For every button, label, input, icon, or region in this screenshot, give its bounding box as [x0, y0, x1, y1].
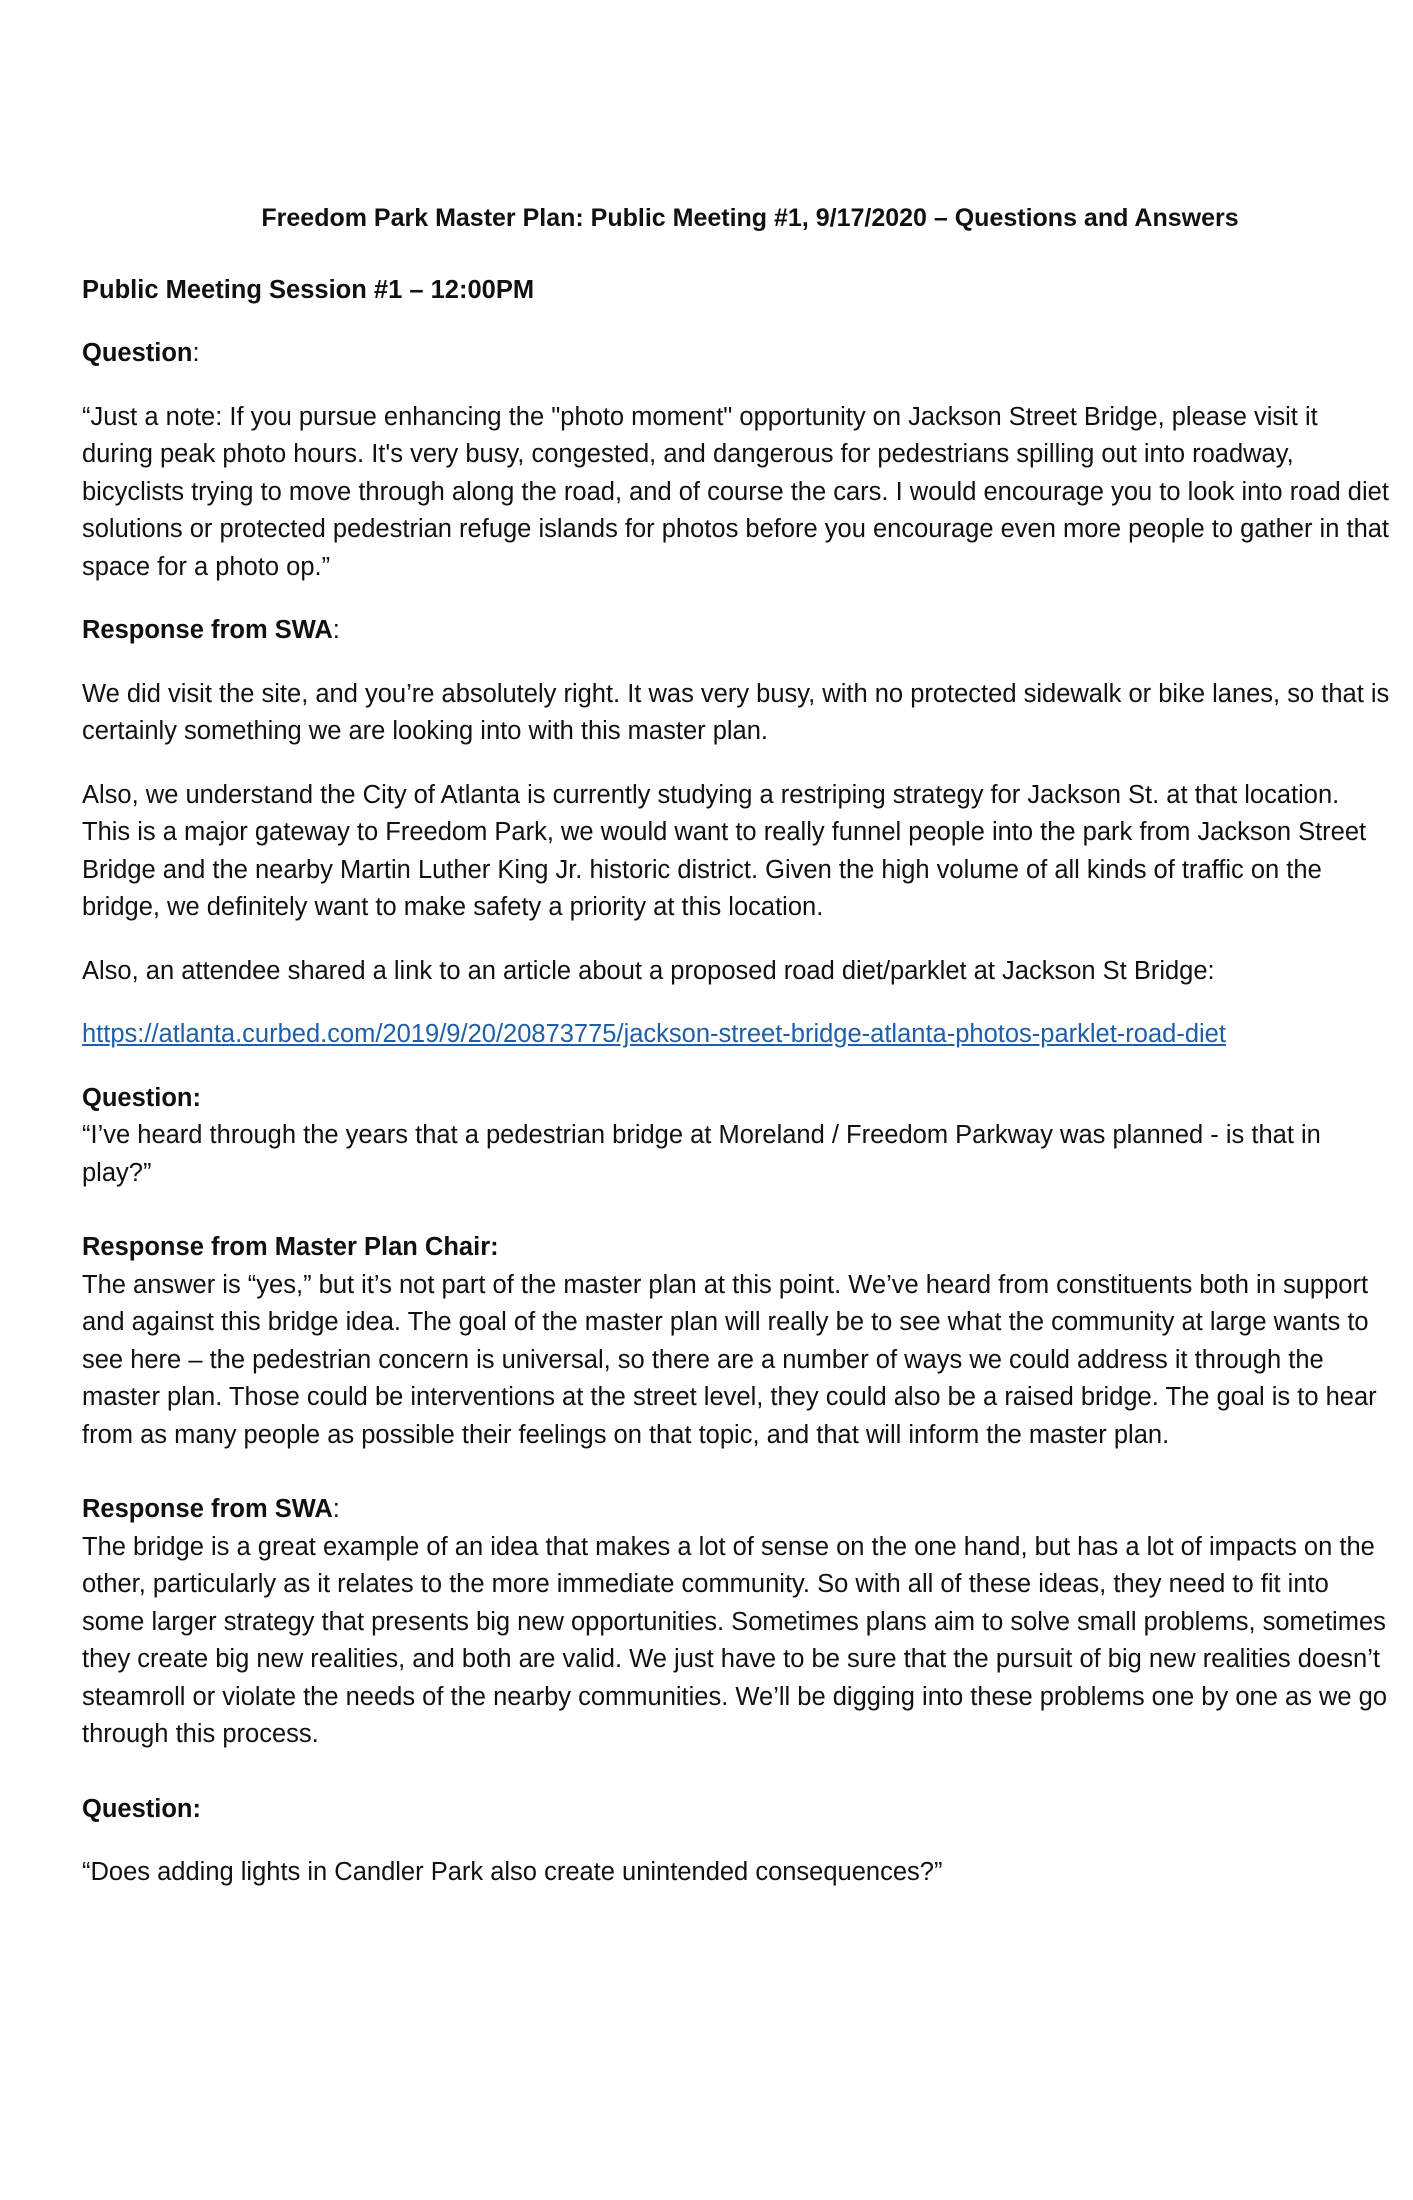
question-2-block	[82, 1080, 1394, 1193]
response-1-colon: :	[332, 616, 340, 644]
article-link-paragraph	[82, 1016, 1394, 1054]
response-2-block	[82, 1229, 1394, 1454]
response-1-paragraph-1: We did visit the site, and you’re absolutely right. It was very busy, with no protected sidewalk or bike lanes, so that is certainly something we are looking into with this master plan.	[82, 679, 1390, 745]
question-2-label: Question:	[82, 1083, 201, 1112]
article-link[interactable]: https://atlanta.curbed.com/2019/9/20/20873775/jackson-street-bridge-atlanta-photos-parklet-road-diet	[82, 1020, 1226, 1048]
document-page	[82, 200, 1394, 1892]
question-3-label: Question:	[82, 1794, 201, 1823]
question-1-heading	[82, 335, 1394, 373]
response-3-colon: :	[332, 1495, 340, 1523]
response-1-paragraph-3: Also, an attendee shared a link to an article about a proposed road diet/parklet at Jackson St Bridge:	[82, 956, 1215, 985]
question-1-label: Question	[82, 339, 193, 367]
response-1-heading	[82, 612, 1394, 650]
response-1-paragraph-2: Also, we understand the City of Atlanta is currently studying a restriping strategy for Jackson St. at that location. This is a major gateway to Freedom Park, we would want to really funnel people into the park from Jackson Street Bridge and the nearby Martin Luther King Jr. historic district. Given the high volume of all kinds of traffic on the bridge, we definitely want to make safety a priority at this location.	[82, 780, 1367, 921]
response-2-text: The answer is “yes,” but it’s not part of the master plan at this point. We’ve heard from constituents both in support and against this bridge idea. The goal of the master plan will really be to see what the community at large wants to see here – the pedestrian concern is universal, so there are a number of ways we could address it through the master plan. Those could be interventions at the street level, they could also be a raised bridge. The goal is to hear from as many people as possible their feelings on that topic, and that will inform the master plan.	[82, 1270, 1377, 1449]
response-3-block	[82, 1491, 1394, 1754]
response-3-label: Response from SWA	[82, 1495, 333, 1523]
session-heading: Public Meeting Session #1 – 12:00PM	[82, 275, 535, 304]
document-title: Freedom Park Master Plan: Public Meeting #1, 9/17/2020 – Questions and Answers	[261, 204, 1239, 232]
question-1-colon: :	[192, 339, 200, 367]
response-3-heading	[82, 1491, 1394, 1529]
response-3-text: The bridge is a great example of an idea that makes a lot of sense on the one hand, but has a lot of impacts on the other, particularly as it relates to the more immediate community. So with all of these ideas, they need to fit into some larger strategy that presents big new opportunities. Sometimes plans aim to solve small problems, sometimes they create big new realities, and both are valid. We just have to be sure that the pursuit of big new realities doesn’t steamroll or violate the needs of the nearby communities. We’ll be digging into these problems one by one as we go through this process.	[82, 1532, 1388, 1748]
question-3-text: “Does adding lights in Candler Park also create unintended consequences?”	[82, 1858, 943, 1886]
question-2-text: “I’ve heard through the years that a pedestrian bridge at Moreland / Freedom Parkway was planned - is that in play?”	[82, 1121, 1321, 1187]
response-2-label: Response from Master Plan Chair:	[82, 1233, 499, 1261]
response-1-label: Response from SWA	[82, 616, 333, 644]
question-1-text: “Just a note: If you pursue enhancing the "photo moment" opportunity on Jackson Street Bridge, please visit it during peak photo hours. It's very busy, congested, and dangerous for pedestrians spilling out into roadway, bicyclists trying to move through along the road, and of course the cars. I would encourage you to look into road diet solutions or protected pedestrian refuge islands for photos before you encourage even more people to gather in that space for a photo op.”	[82, 402, 1390, 581]
